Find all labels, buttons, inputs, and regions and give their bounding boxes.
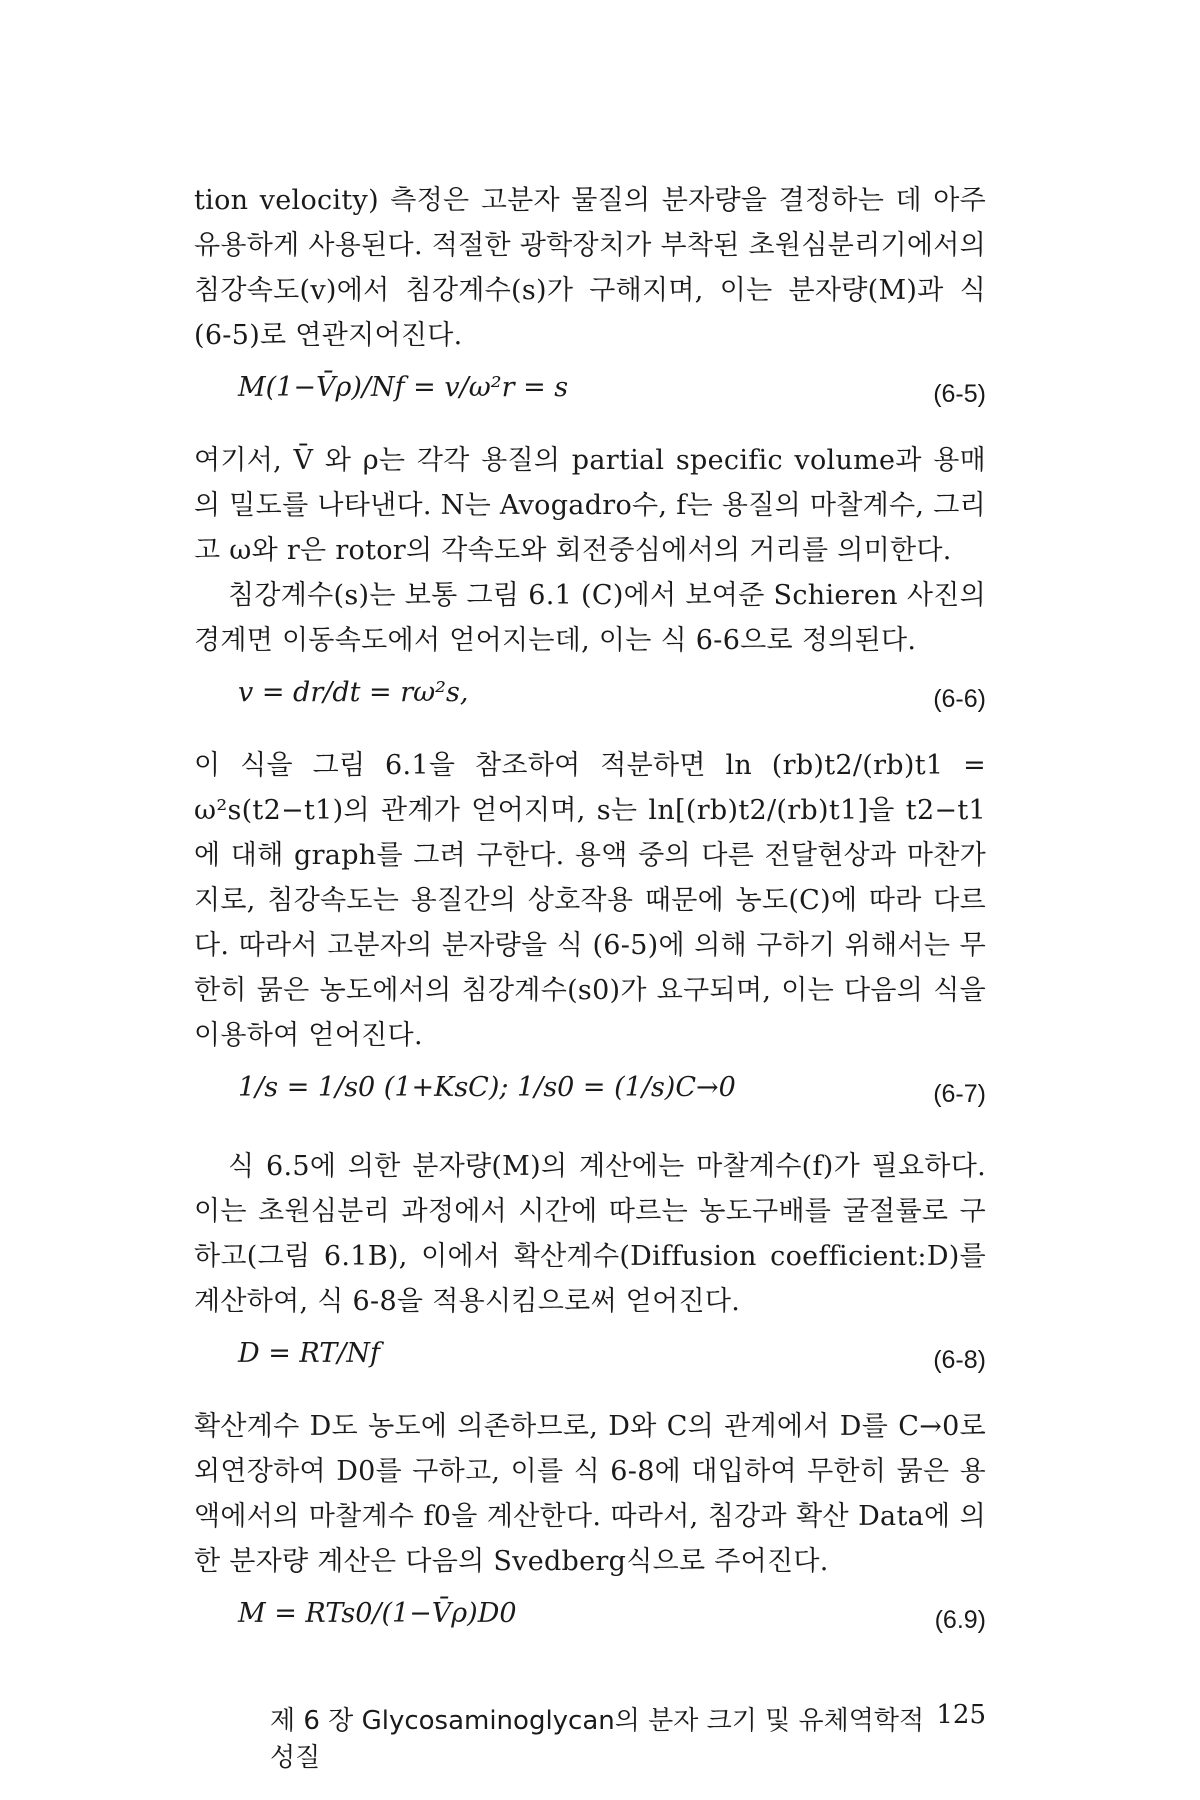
equation-6-7 [194, 1058, 986, 1144]
paragraph-1: tion velocity) 측정은 고분자 물질의 분자량을 결정하는 데 아주 유용하게 사용된다. 적절한 광학장치가 부착된 초원심분리기에서의 침강속도(v)에서 침강계수(s)가 구해지며, 이는 분자량(M)과 식 (6-5)로 연관지어진다. [194, 185, 986, 351]
equation-6-8 [194, 1324, 986, 1404]
text-column [194, 178, 986, 1664]
chapter-title: 제 6 장 Glycosaminoglycan의 분자 크기 및 유체역학적 성질 [270, 1706, 925, 1773]
equation-6-9 [194, 1584, 986, 1664]
equation-6-7-formula: 1/s = 1/s0 (1+KsC); 1/s0 = (1/s)C→0 [238, 1072, 736, 1103]
equation-6-8-number: (6-8) [933, 1346, 986, 1374]
paragraph-4: 이 식을 그림 6.1을 참조하여 적분하면 ln (rb)t2/(rb)t1 = ω²s(t2−t1)의 관계가 얻어지며, s는 ln[(rb)t2/(rb)t1]을 t2−t1에 대해 graph를 그려 구한다. 용액 중의 다른 전달현상과 마찬가지로, 침강속도는 용질간의 상호작용 때문에 농도(C)에 따라 다르다. 따라서 고분자의 분자량을 식 (6-5)에 의해 구하기 위해서는 무한히 묽은 농도에서의 침강계수(s0)가 요구되며, 이는 다음의 식을 이용하여 얻어진다. [194, 750, 986, 1051]
paragraph-6: 확산계수 D도 농도에 의존하므로, D와 C의 관계에서 D를 C→0로 외연장하여 D0를 구하고, 이를 식 6-8에 대입하여 무한히 묽은 용액에서의 마찰계수 f0을 계산한다. 따라서, 침강과 확산 Data에 의한 분자량 계산은 다음의 Svedberg식으로 주어진다. [194, 1411, 986, 1577]
page-footer [270, 1700, 986, 1774]
equation-6-5-formula: M(1−V̄ρ)/Nf = v/ω²r = s [238, 372, 569, 403]
paragraph-2: 여기서, V̄ 와 ρ는 각각 용질의 partial specific volume과 용매의 밀도를 나타낸다. N는 Avogadro수, f는 용질의 마찰계수, 그리고 ω와 r은 rotor의 각속도와 회전중심에서의 거리를 의미한다. [194, 445, 986, 566]
page-number: 125 [936, 1700, 986, 1730]
equation-6-5 [194, 358, 986, 438]
equation-6-6-number: (6-6) [933, 685, 986, 713]
equation-6-6-formula: v = dr/dt = rω²s, [238, 677, 469, 708]
equation-6-8-formula: D = RT/Nf [238, 1338, 381, 1369]
equation-6-9-number: (6.9) [934, 1606, 986, 1634]
equation-6-5-number: (6-5) [933, 380, 986, 408]
paragraph-3: 침강계수(s)는 보통 그림 6.1 (C)에서 보여준 Schieren 사진의 경계면 이동속도에서 얻어지는데, 이는 식 6-6으로 정의된다. [194, 580, 986, 656]
paragraph-5: 식 6.5에 의한 분자량(M)의 계산에는 마찰계수(f)가 필요하다. 이는 초원심분리 과정에서 시간에 따르는 농도구배를 굴절률로 구하고(그림 6.1B), 이에서 확산계수(Diffusion coefficient:D)를 계산하여, 식 6-8을 적용시킴으로써 얻어진다. [194, 1151, 986, 1317]
equation-6-7-number: (6-7) [933, 1080, 986, 1108]
equation-6-9-formula: M = RTs0/(1−V̄ρ)D0 [238, 1598, 517, 1629]
equation-6-6 [194, 663, 986, 743]
